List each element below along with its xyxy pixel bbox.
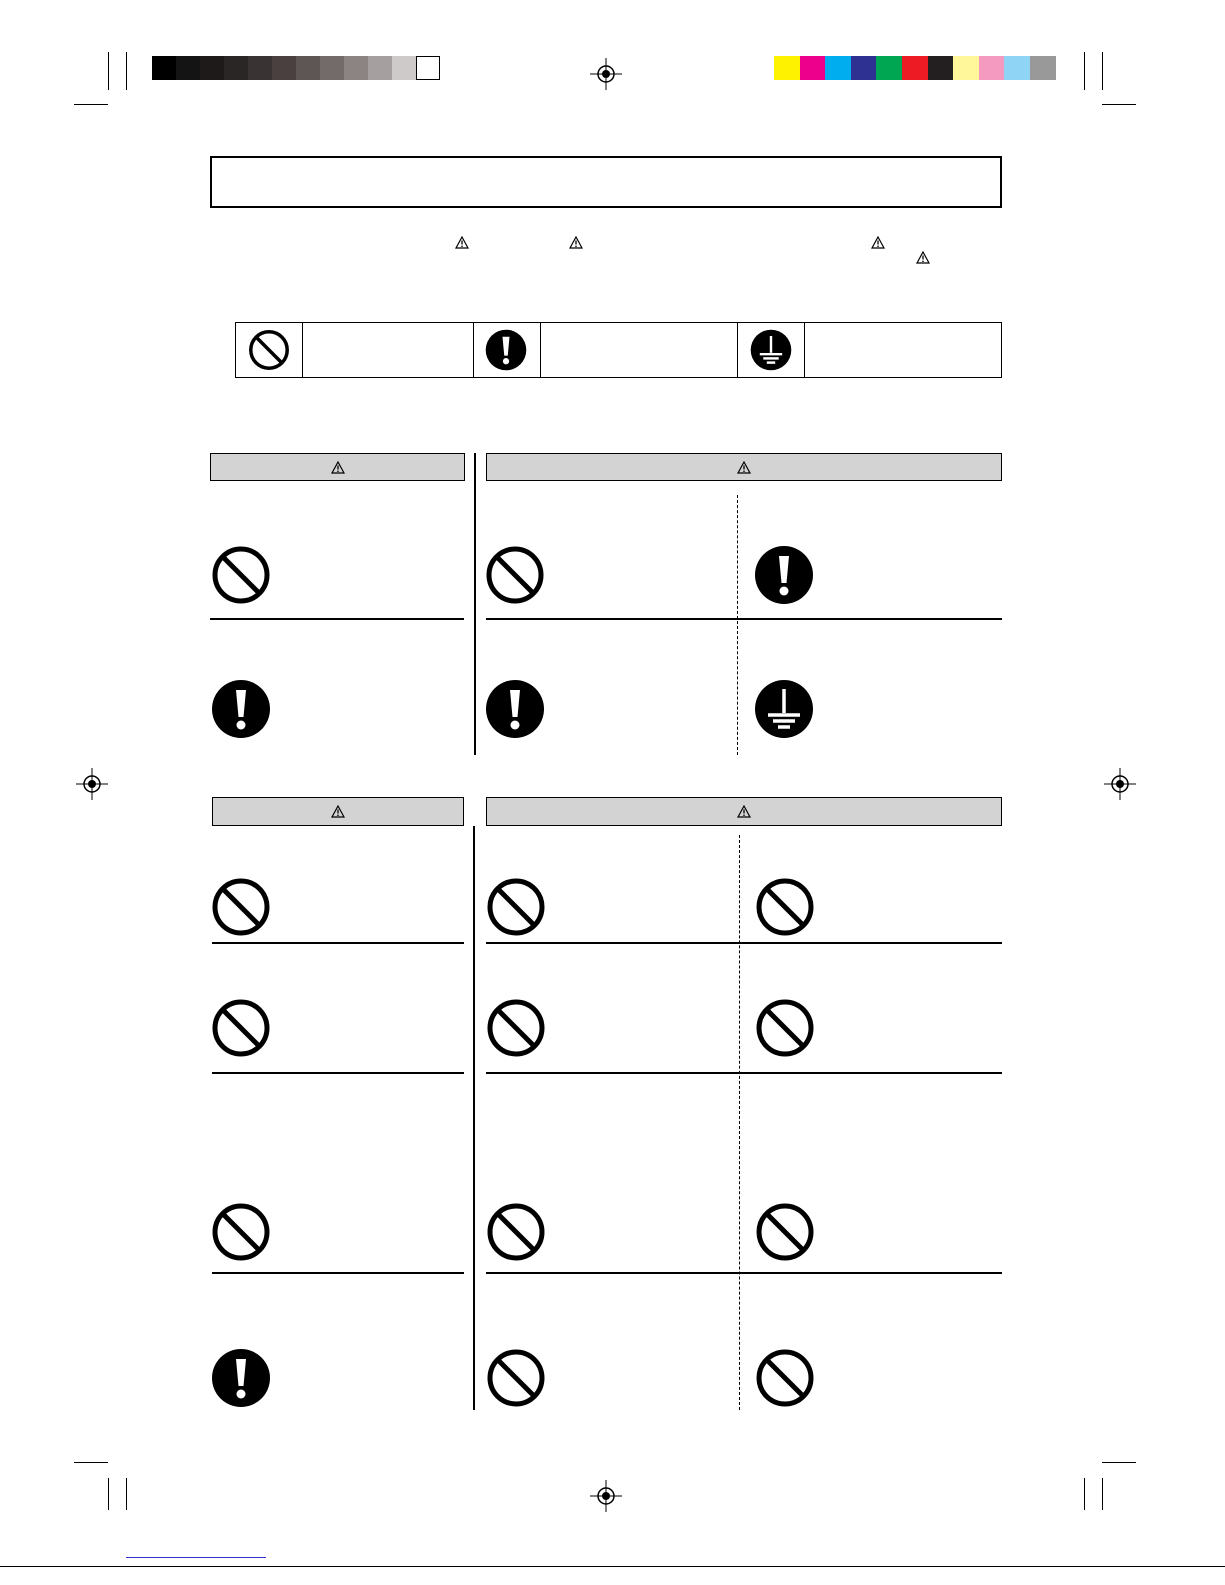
gray-swatch	[392, 56, 416, 80]
column-divider	[474, 453, 476, 755]
exclamation-icon	[485, 679, 545, 739]
row-divider	[212, 1072, 464, 1074]
row-divider	[486, 1272, 1002, 1274]
registration-mark-left	[76, 768, 108, 800]
legend-text-cell	[541, 323, 738, 377]
gray-swatch	[296, 56, 320, 80]
color-swatch	[979, 56, 1005, 80]
row-divider	[212, 942, 464, 944]
color-swatch	[928, 56, 954, 80]
crop-mark	[126, 52, 127, 90]
gray-swatch	[152, 56, 176, 80]
crop-mark	[1102, 1478, 1103, 1510]
upper-right-header	[486, 453, 1002, 481]
ground-icon	[754, 679, 814, 739]
crop-mark	[1102, 1462, 1136, 1463]
crop-mark	[74, 104, 108, 105]
registration-mark-right	[1104, 768, 1136, 800]
gray-swatch	[344, 56, 368, 80]
exclamation-icon	[211, 1348, 271, 1408]
color-swatch	[953, 56, 979, 80]
color-swatch	[774, 56, 800, 80]
crop-mark	[1102, 52, 1103, 90]
prohibition-icon	[486, 998, 546, 1058]
gray-swatch	[416, 56, 440, 80]
column-divider	[473, 826, 475, 1410]
crop-mark	[108, 52, 109, 90]
gray-swatch	[368, 56, 392, 80]
crop-mark	[108, 1478, 109, 1510]
crop-mark	[74, 1462, 108, 1463]
crop-mark	[1084, 52, 1085, 90]
row-divider	[486, 618, 1002, 620]
warning-triangle-icon	[916, 251, 930, 264]
column-divider-dashed	[737, 495, 738, 755]
lower-left-header	[212, 797, 464, 826]
color-swatch	[800, 56, 826, 80]
warning-triangle-icon	[871, 236, 885, 249]
gray-swatch	[176, 56, 200, 80]
exclamation-icon	[485, 329, 527, 371]
row-divider	[486, 1072, 1002, 1074]
page-bottom-rule	[0, 1566, 1225, 1567]
prohibition-icon	[248, 329, 290, 371]
footer-link-underline	[126, 1557, 266, 1558]
prohibition-icon	[755, 998, 815, 1058]
ground-icon	[750, 329, 792, 371]
prohibition-icon	[486, 1348, 546, 1408]
gray-swatch	[224, 56, 248, 80]
warning-triangle-icon	[455, 236, 469, 249]
gray-swatch	[200, 56, 224, 80]
prohibition-icon	[211, 877, 271, 937]
prohibition-icon	[486, 877, 546, 937]
prohibition-icon	[486, 1202, 546, 1262]
exclamation-icon	[754, 545, 814, 605]
crop-mark	[126, 1478, 127, 1510]
registration-mark-bottom	[590, 1480, 622, 1512]
column-divider-dashed	[739, 835, 740, 1410]
prohibition-icon	[755, 1202, 815, 1262]
warning-triangle-icon	[737, 805, 751, 818]
title-box	[210, 156, 1002, 208]
warning-triangle-icon	[737, 461, 751, 474]
legend-text-cell	[303, 323, 474, 377]
row-divider	[212, 1272, 464, 1274]
color-swatch	[851, 56, 877, 80]
prohibition-icon	[755, 1348, 815, 1408]
prohibition-icon	[755, 877, 815, 937]
color-swatch	[1030, 56, 1056, 80]
prohibition-icon	[211, 545, 271, 605]
lower-right-header	[486, 797, 1002, 826]
gray-swatch	[320, 56, 344, 80]
registration-mark-top	[590, 58, 622, 90]
gray-swatch	[248, 56, 272, 80]
exclamation-icon	[211, 679, 271, 739]
crop-mark	[1102, 104, 1136, 105]
prohibition-icon	[211, 1202, 271, 1262]
row-divider	[486, 942, 1002, 944]
color-swatch	[902, 56, 928, 80]
upper-left-header	[210, 453, 465, 481]
gray-swatch	[272, 56, 296, 80]
warning-triangle-icon	[331, 461, 345, 474]
row-divider	[210, 618, 464, 620]
warning-triangle-icon	[569, 236, 583, 249]
symbol-legend-table	[235, 322, 1002, 378]
color-swatch	[1004, 56, 1030, 80]
prohibition-icon	[485, 545, 545, 605]
color-swatch	[876, 56, 902, 80]
prohibition-icon	[211, 998, 271, 1058]
crop-mark	[1084, 1478, 1085, 1510]
warning-triangle-icon	[331, 805, 345, 818]
color-swatch	[825, 56, 851, 80]
